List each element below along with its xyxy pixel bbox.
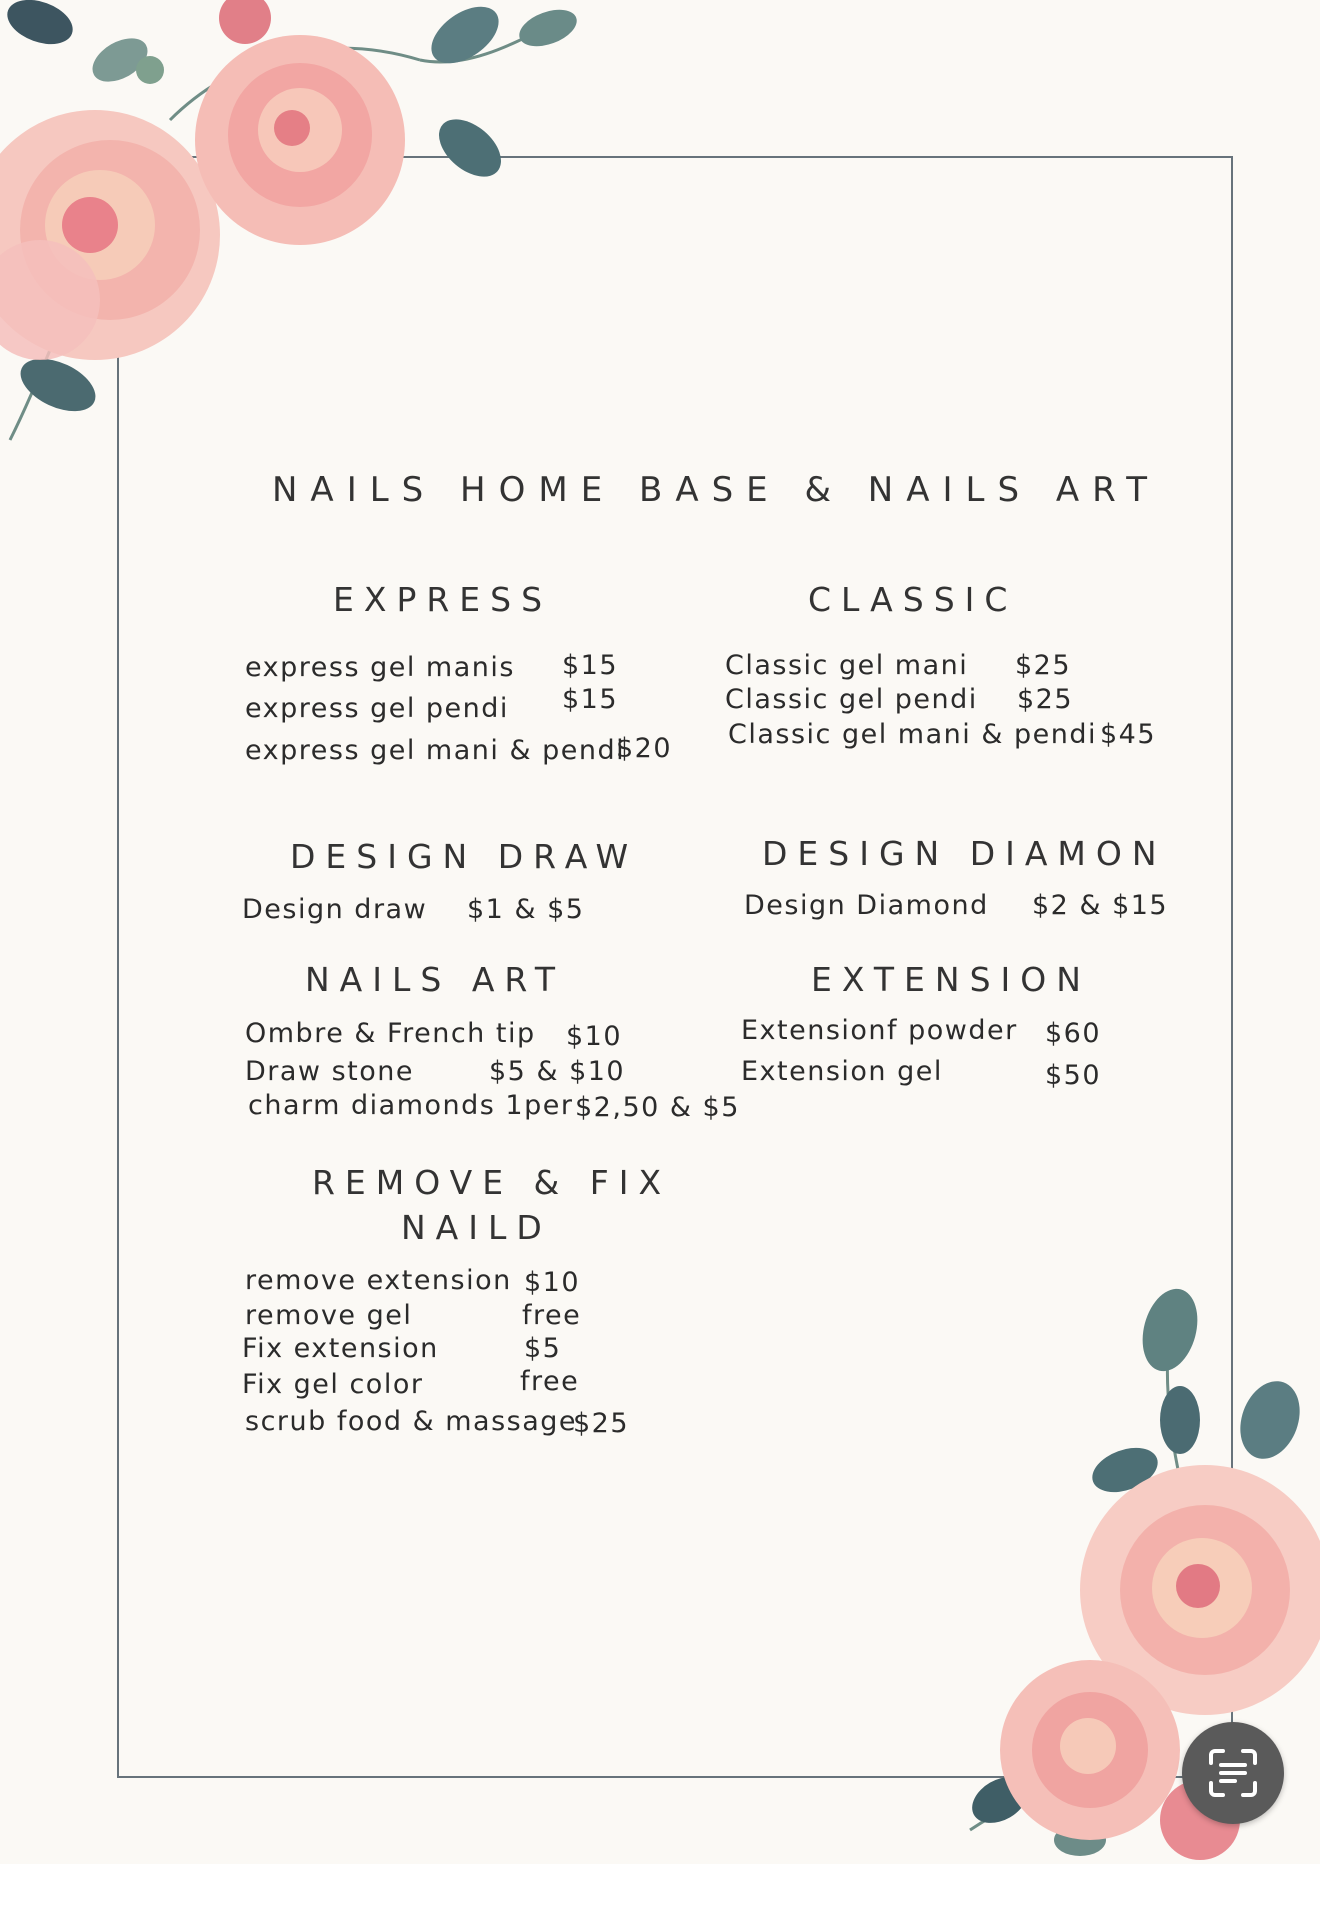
express-item-price: $15 bbox=[562, 650, 619, 681]
top-left-flower-decoration bbox=[0, 0, 600, 460]
remove-fix-item-name: remove gel bbox=[245, 1300, 413, 1331]
express-item-price: $20 bbox=[616, 733, 673, 764]
express-item-price: $15 bbox=[562, 684, 619, 715]
classic-item-price: $25 bbox=[1017, 684, 1074, 715]
nails-art-heading: NAILS ART bbox=[305, 960, 566, 999]
nails-art-item-price: $10 bbox=[566, 1021, 623, 1052]
design-diamond-item-price: $2 & $15 bbox=[1032, 890, 1169, 921]
remove-fix-item-price: $25 bbox=[573, 1408, 630, 1439]
classic-item-name: Classic gel pendi bbox=[725, 684, 978, 715]
remove-fix-item-price: free bbox=[522, 1300, 582, 1331]
remove-fix-item-price: free bbox=[520, 1366, 580, 1397]
express-item-name: express gel pendi bbox=[245, 693, 509, 724]
extension-item-name: Extension gel bbox=[741, 1056, 943, 1087]
text-scan-icon bbox=[1205, 1745, 1261, 1801]
extension-item-name: Extensionf powder bbox=[741, 1015, 1018, 1046]
classic-item-name: Classic gel mani bbox=[725, 650, 969, 681]
remove-fix-item-price: $5 bbox=[524, 1333, 562, 1364]
nails-art-item-price: $5 & $10 bbox=[489, 1056, 626, 1087]
remove-fix-item-name: remove extension bbox=[245, 1265, 512, 1296]
design-draw-heading: DESIGN DRAW bbox=[290, 837, 639, 876]
menu-title: NAILS HOME BASE & NAILS ART bbox=[272, 470, 1161, 510]
nails-art-item-name: Ombre & French tip bbox=[245, 1018, 536, 1049]
extension-item-price: $50 bbox=[1045, 1060, 1102, 1091]
classic-item-price: $45 bbox=[1100, 719, 1157, 750]
classic-item-price: $25 bbox=[1015, 650, 1072, 681]
design-diamond-item-name: Design Diamond bbox=[744, 890, 989, 921]
extension-heading: EXTENSION bbox=[811, 960, 1091, 999]
remove-fix-heading-line2: NAILD bbox=[401, 1208, 552, 1247]
nails-art-item-name: Draw stone bbox=[245, 1056, 414, 1087]
remove-fix-item-name: Fix extension bbox=[242, 1333, 439, 1364]
express-item-name: express gel manis bbox=[245, 652, 515, 683]
remove-fix-item-name: scrub food & massage bbox=[245, 1406, 578, 1437]
classic-item-name: Classic gel mani & pendi bbox=[728, 719, 1097, 750]
express-item-name: express gel mani & pendi bbox=[245, 735, 626, 766]
design-draw-item-price: $1 & $5 bbox=[467, 894, 585, 925]
express-heading: EXPRESS bbox=[333, 580, 553, 619]
nails-art-item-name: charm diamonds 1per bbox=[248, 1090, 574, 1121]
design-diamond-heading: DESIGN DIAMON bbox=[762, 834, 1167, 873]
text-scan-button[interactable] bbox=[1182, 1722, 1284, 1824]
nails-art-item-price: $2,50 & $5 bbox=[575, 1092, 740, 1123]
classic-heading: CLASSIC bbox=[808, 580, 1018, 619]
remove-fix-item-price: $10 bbox=[524, 1267, 581, 1298]
extension-item-price: $60 bbox=[1045, 1018, 1102, 1049]
remove-fix-heading-line1: REMOVE & FIX bbox=[312, 1163, 672, 1202]
design-draw-item-name: Design draw bbox=[242, 894, 428, 925]
remove-fix-item-name: Fix gel color bbox=[242, 1369, 424, 1400]
